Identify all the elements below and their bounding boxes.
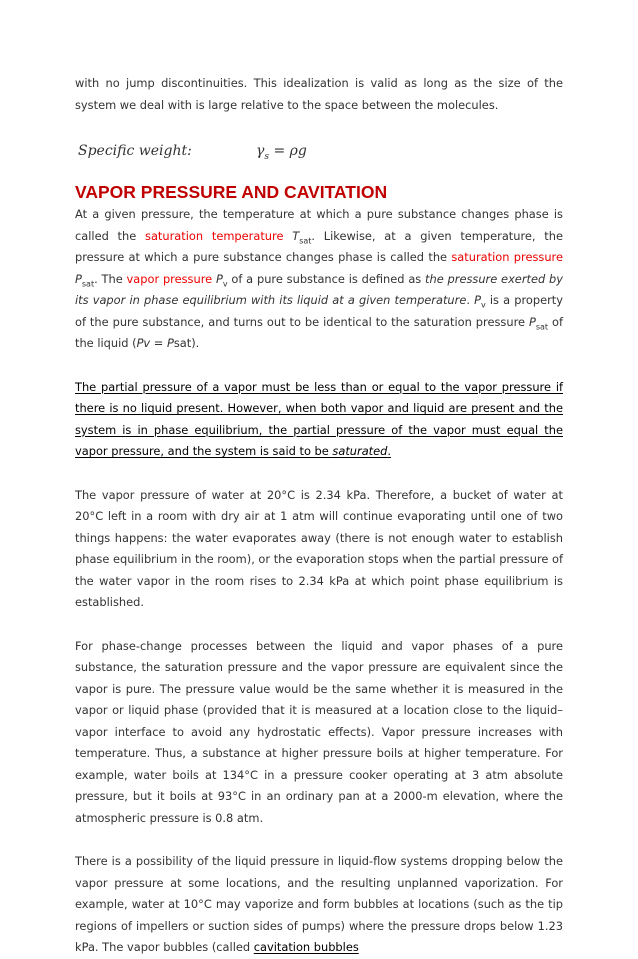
formula-gamma-subscript: s <box>264 151 269 162</box>
symbol-pv: Pv <box>136 336 151 350</box>
term-saturated: saturated <box>332 444 388 458</box>
symbol-p: P <box>528 314 536 329</box>
text-run: of a pure substance is defined as <box>227 271 426 286</box>
paragraph-phase-change: For phase-change processes between the liquid and vapor phases of a pure substance, the saturation pressure and the vapor pressure are equivalent since the vapor is pure. The pressure value would be the same whether it is measured in the vapor or liquid phase (provided that it is measured at a location close to the liquid–vapor interface to avoid any hydrostatic effects). Vapor pressure increases with temperature. Thus, a substance at higher pressure boils at higher temperature. For example, water boils at 134°C in a pressure cooker operating at 3 atm absolute pressure, but it boils at 93°C in an ordinary pan at a 2000-m elevation, where the atmospheric pressure is 0.8 atm. <box>75 638 563 825</box>
intro-paragraph: with no jump discontinuities. This idealization is valid as long as the size of the system we deal with is large relative to the space between the molecules. <box>75 76 563 112</box>
text-run: There is a possibility of the liquid pressure in liquid-flow systems dropping below the vapor pressure at some locations, and the resulting unplanned vaporization. For example, water at 10°C may vaporize and form bubbles at locations (such as the tip regions of impellers or suction sides of pumps) where the pressure drops below 1.23 kPa. The vapor bubbles (called <box>75 854 563 954</box>
text-run: . <box>466 293 475 307</box>
term-vapor-pressure: vapor pressure <box>126 271 213 286</box>
text-run: of the liquid ( <box>75 314 563 350</box>
definition-italic: the pressure exerted by its vapor in phase equilibrium with its liquid at a given temperature <box>75 271 563 307</box>
text-run: . Likewise, at a given temperature, the pressure at which a pure substance changes phase is called the <box>75 228 563 264</box>
text-run: . The <box>94 271 127 286</box>
specific-weight-formula <box>78 138 563 164</box>
formula-expression <box>256 143 307 162</box>
symbol-p: P <box>215 271 223 286</box>
symbol-subscript: sat <box>81 278 95 288</box>
text-run: = <box>150 336 167 350</box>
section-heading: VAPOR PRESSURE AND CAVITATION <box>75 182 388 202</box>
symbol-p: P <box>75 271 82 286</box>
term-saturation-pressure: saturation pressure <box>451 250 563 264</box>
formula-gamma: γ <box>256 143 265 159</box>
paragraph-cavitation <box>75 851 563 959</box>
highlighted-paragraph-partial-pressure <box>75 377 563 463</box>
text-run <box>283 229 292 243</box>
formula-rest: = ρg <box>269 143 307 159</box>
text-run: At a given pressure, the temperature at which a pure substance changes phase is called the <box>75 207 563 243</box>
paragraph-definitions <box>75 204 563 355</box>
symbol-t: T <box>292 228 300 243</box>
term-cavitation-bubbles: cavitation bubbles <box>253 940 359 954</box>
symbol-subscript: sat <box>299 235 312 245</box>
symbol-subscript: v <box>481 300 486 310</box>
term-saturation-temperature: saturation temperature <box>145 228 284 243</box>
text-run: sat). <box>173 336 200 350</box>
text-run: is a property of the pure substance, and turns out to be identical to the saturation pressure <box>75 293 563 329</box>
paragraph-water-example: The vapor pressure of water at 20°C is 2.34 kPa. Therefore, a bucket of water at 20°C left in a room with dry air at 1 atm will continue evaporating until one of two things happens: the water evaporates away (there is not enough water to establish phase equilibrium in the room), or the evaporation stops when the partial pressure of the water vapor in the room rises to 2.34 kPa at which point phase equilibrium is established. <box>75 487 563 609</box>
symbol-p: P <box>474 293 481 307</box>
formula-label: Specific weight: <box>78 143 192 159</box>
text-run: . <box>387 444 391 458</box>
symbol-subscript: sat <box>535 321 549 331</box>
symbol-subscript: v <box>222 278 228 288</box>
symbol-p: P <box>166 336 174 350</box>
text-run: The partial pressure of a vapor must be less than or equal to the vapor pressure if there is no liquid present. However, when both vapor and liquid are present and the system is in phase equilibrium, the partial pressure of the vapor must equal the vapor pressure, and the system is said to be <box>75 379 563 458</box>
